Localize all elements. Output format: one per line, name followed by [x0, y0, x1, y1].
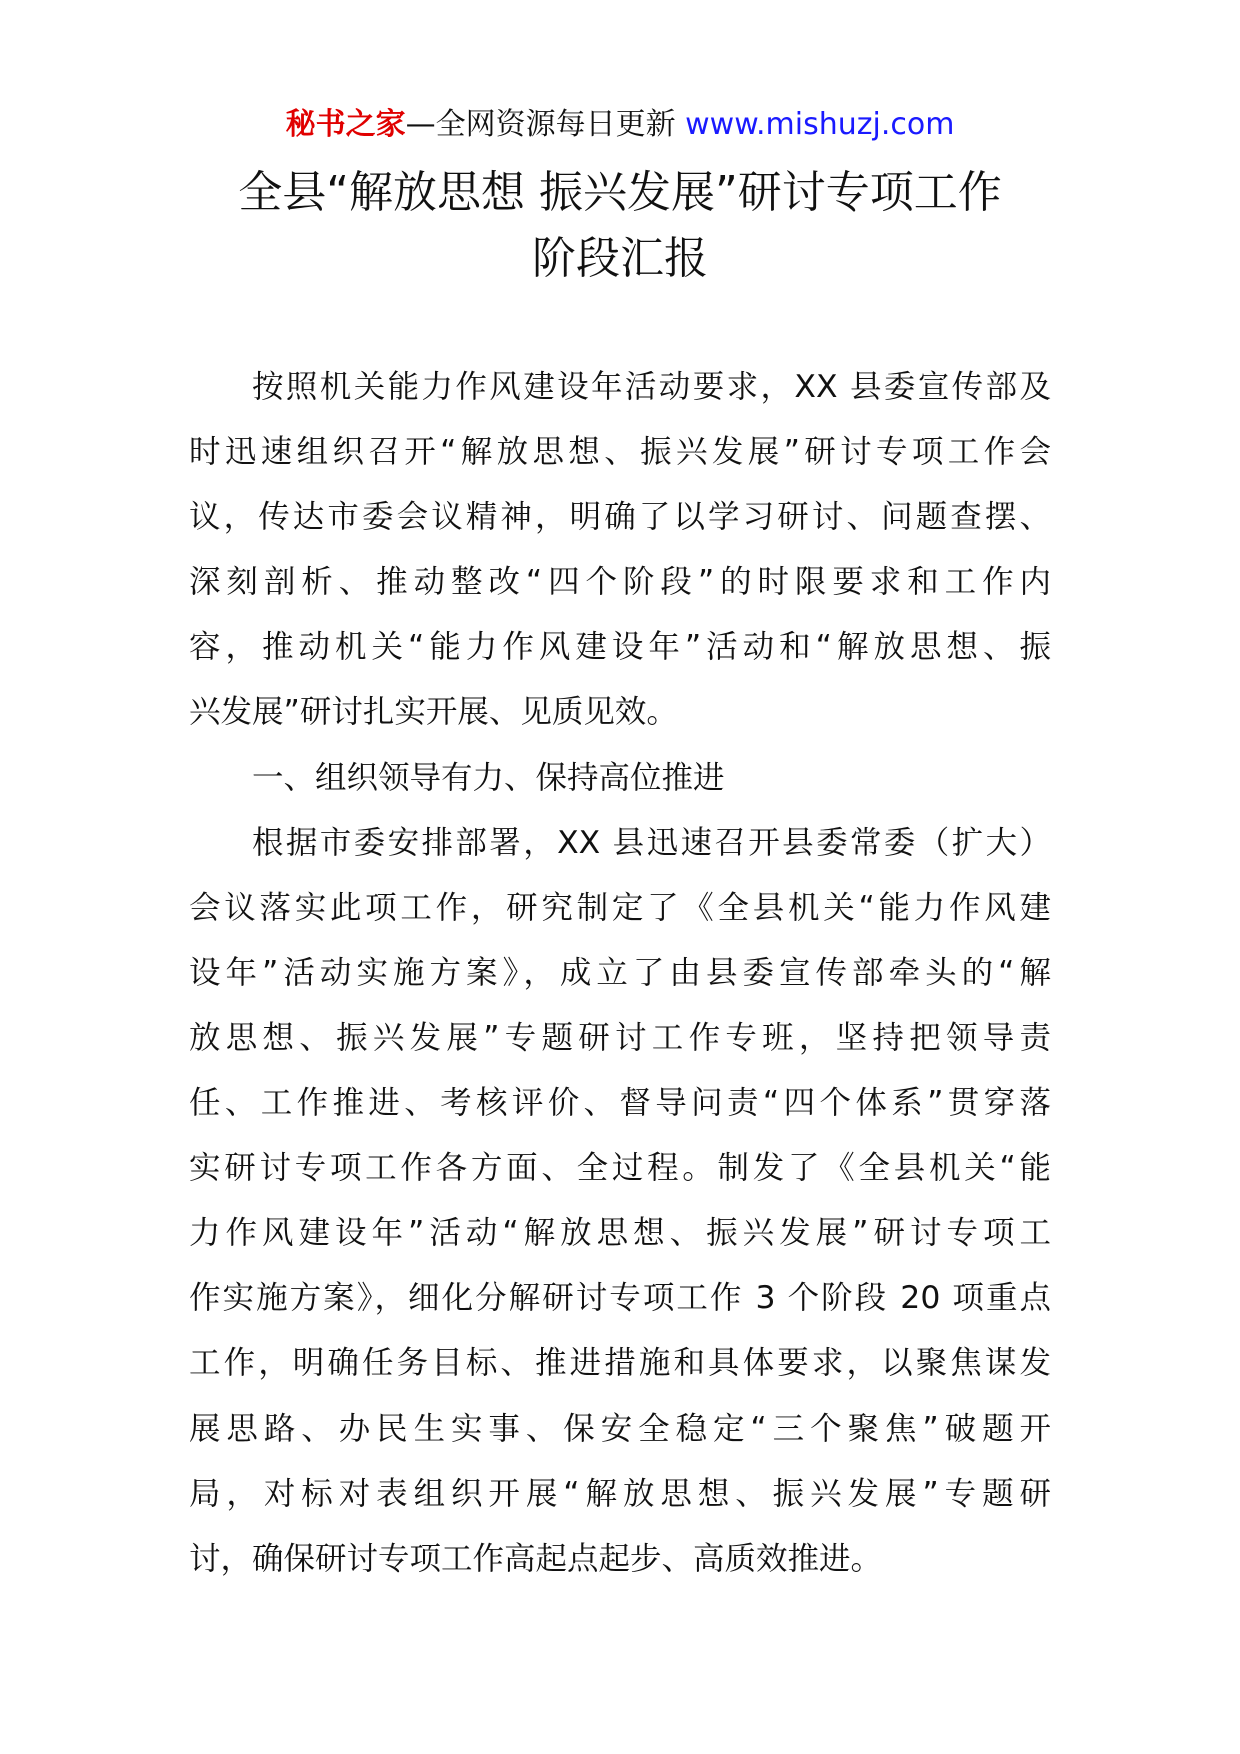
header-tagline: —全网资源每日更新: [405, 107, 676, 142]
body-line: 容，推动机关“能力作风建设年”活动和“解放思想、振: [189, 629, 1051, 666]
body-line: 实研讨专项工作各方面、全过程。制发了《全县机关“能: [189, 1150, 1051, 1187]
body-line: 会议落实此项工作，研究制定了《全县机关“能力作风建: [189, 889, 1051, 926]
brand-name: 秘书之家: [285, 107, 406, 142]
body-line: 展思路、办民生实事、保安全稳定“三个聚焦”破题开: [189, 1410, 1051, 1447]
body-line: 设年”活动实施方案》，成立了由县委宣传部牵头的“解: [189, 954, 1051, 991]
title-line-2: 阶段汇报: [532, 233, 708, 284]
title-line-1: 全县“解放思想 振兴发展”研讨专项工作: [238, 167, 1002, 218]
body-line: 深刻剖析、推动整改“四个阶段”的时限要求和工作内: [189, 564, 1051, 601]
section-heading: 一、组织领导有力、保持高位推进: [252, 759, 725, 796]
body-line: 力作风建设年”活动“解放思想、振兴发展”研讨专项工: [189, 1215, 1051, 1252]
body-line: 任、工作推进、考核评价、督导问责“四个体系”贯穿落: [189, 1085, 1051, 1122]
body-line: 放思想、振兴发展”专题研讨工作专班，坚持把领导责: [189, 1019, 1051, 1056]
body-line: 作实施方案》，细化分解研讨专项工作 3 个阶段 20 项重点: [189, 1280, 1051, 1317]
body-line: 局，对标对表组织开展“解放思想、振兴发展”专题研: [189, 1475, 1051, 1512]
body-line: 议，传达市委会议精神，明确了以学习研讨、问题查摆、: [189, 499, 1051, 536]
document-title: [150, 160, 1090, 292]
body-line: 兴发展”研讨扎实开展、见质见效。: [189, 694, 678, 731]
body-line: 时迅速组织召开“解放思想、振兴发展”研讨专项工作会: [189, 434, 1051, 471]
site-url-link[interactable]: www.mishuzj.com: [685, 107, 955, 142]
body-line: 按照机关能力作风建设年活动要求，XX 县委宣传部及: [252, 369, 1051, 405]
body-line: 讨，确保研讨专项工作高起点起步、高质效推进。: [189, 1540, 883, 1577]
body-line: 根据市委安排部署，XX 县迅速召开县委常委（扩大）: [252, 824, 1051, 861]
site-header: [0, 104, 1240, 146]
body-line: 工作，明确任务目标、推进措施和具体要求，以聚焦谋发: [189, 1345, 1051, 1382]
document-body: [189, 355, 1051, 1592]
